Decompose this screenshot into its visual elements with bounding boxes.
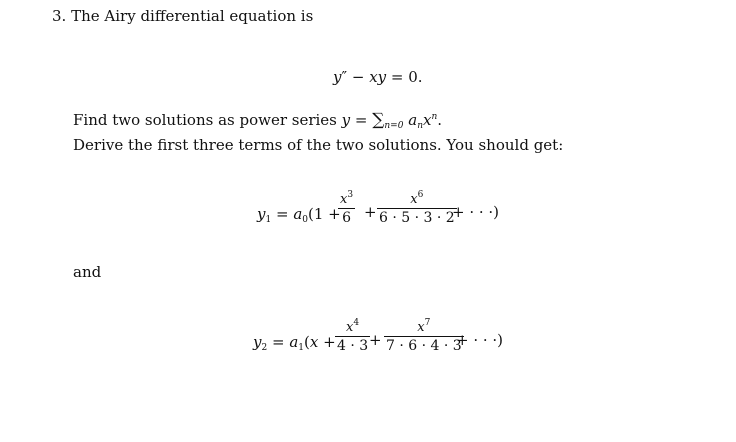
- problem-heading: [52, 7, 313, 25]
- y1-f1-num-x: x: [340, 192, 348, 207]
- eq-primes: ″: [341, 68, 348, 86]
- y1-plus: +: [364, 203, 377, 221]
- y1-subscript: 1: [265, 215, 272, 225]
- y2-f2-den: 7 · 6 · 4 · 3: [386, 338, 462, 354]
- y2-subscript: 2: [261, 343, 268, 353]
- sum-x-pow: n: [431, 112, 438, 122]
- sum-x: x: [423, 111, 432, 129]
- y1-tail: + · · ·): [452, 203, 500, 221]
- y1-coef-sub: 0: [302, 215, 309, 225]
- y2-equals: =: [267, 333, 290, 351]
- eq-x: x: [369, 68, 378, 86]
- problem-number: 3.: [52, 7, 67, 25]
- y1-fraction-2: [377, 192, 457, 227]
- y1-f2-num-x: x: [410, 192, 418, 207]
- y2-plus: +: [369, 331, 382, 349]
- find-line: [73, 110, 442, 130]
- y2-open-x: x: [309, 333, 319, 351]
- eq-y2: y: [377, 68, 387, 86]
- y2-f1-num-pow: 4: [353, 318, 360, 328]
- y1-coef: a: [293, 205, 303, 223]
- find-text: Find two solutions as power series: [73, 111, 342, 129]
- y1-equals: =: [271, 205, 294, 223]
- y2-tail: + · · ·): [456, 331, 504, 349]
- y2-f2-num-pow: 7: [424, 318, 431, 328]
- y1-f1-den: 6: [338, 208, 355, 227]
- y1-f2-num-pow: 6: [417, 190, 424, 200]
- y2-f2-num-x: x: [417, 320, 425, 335]
- airy-equation: [333, 68, 423, 86]
- eq-minus: −: [347, 68, 370, 86]
- y2-f1-den: 4 · 3: [337, 338, 369, 354]
- eq-rhs: = 0.: [386, 68, 423, 86]
- problem-title: The Airy differential equation is: [71, 7, 314, 25]
- y2-coef: a: [289, 333, 299, 351]
- y1-open: (1 +: [308, 205, 341, 223]
- sum-index: n=0: [384, 121, 404, 131]
- sum-a: a: [408, 111, 418, 129]
- y1-f1-num-pow: 3: [347, 190, 354, 200]
- find-period: .: [437, 111, 443, 129]
- y2-f1-num-x: x: [346, 320, 354, 335]
- y1-f2-den: 6 · 5 · 3 · 2: [379, 210, 455, 226]
- y2-lhs: [253, 333, 336, 351]
- find-eq: =: [350, 111, 373, 129]
- y1-lhs: [257, 205, 341, 223]
- y1-symbol: y: [257, 205, 266, 223]
- y2-open: (: [304, 333, 310, 351]
- y2-fraction-2: [384, 320, 464, 355]
- y1-fraction-1: [338, 192, 355, 227]
- eq-y: y: [333, 68, 342, 86]
- y2-coef-sub: 1: [298, 343, 305, 353]
- sum-a-sub: n: [417, 121, 423, 131]
- find-y: y: [341, 111, 351, 129]
- and-text: and: [73, 263, 102, 281]
- y2-fraction-1: [335, 320, 370, 355]
- sum-symbol: ∑: [372, 110, 385, 130]
- y2-symbol: y: [253, 333, 262, 351]
- derive-line: Derive the first three terms of the two solutions. You should get:: [73, 136, 564, 154]
- y2-open-plus: +: [318, 333, 336, 351]
